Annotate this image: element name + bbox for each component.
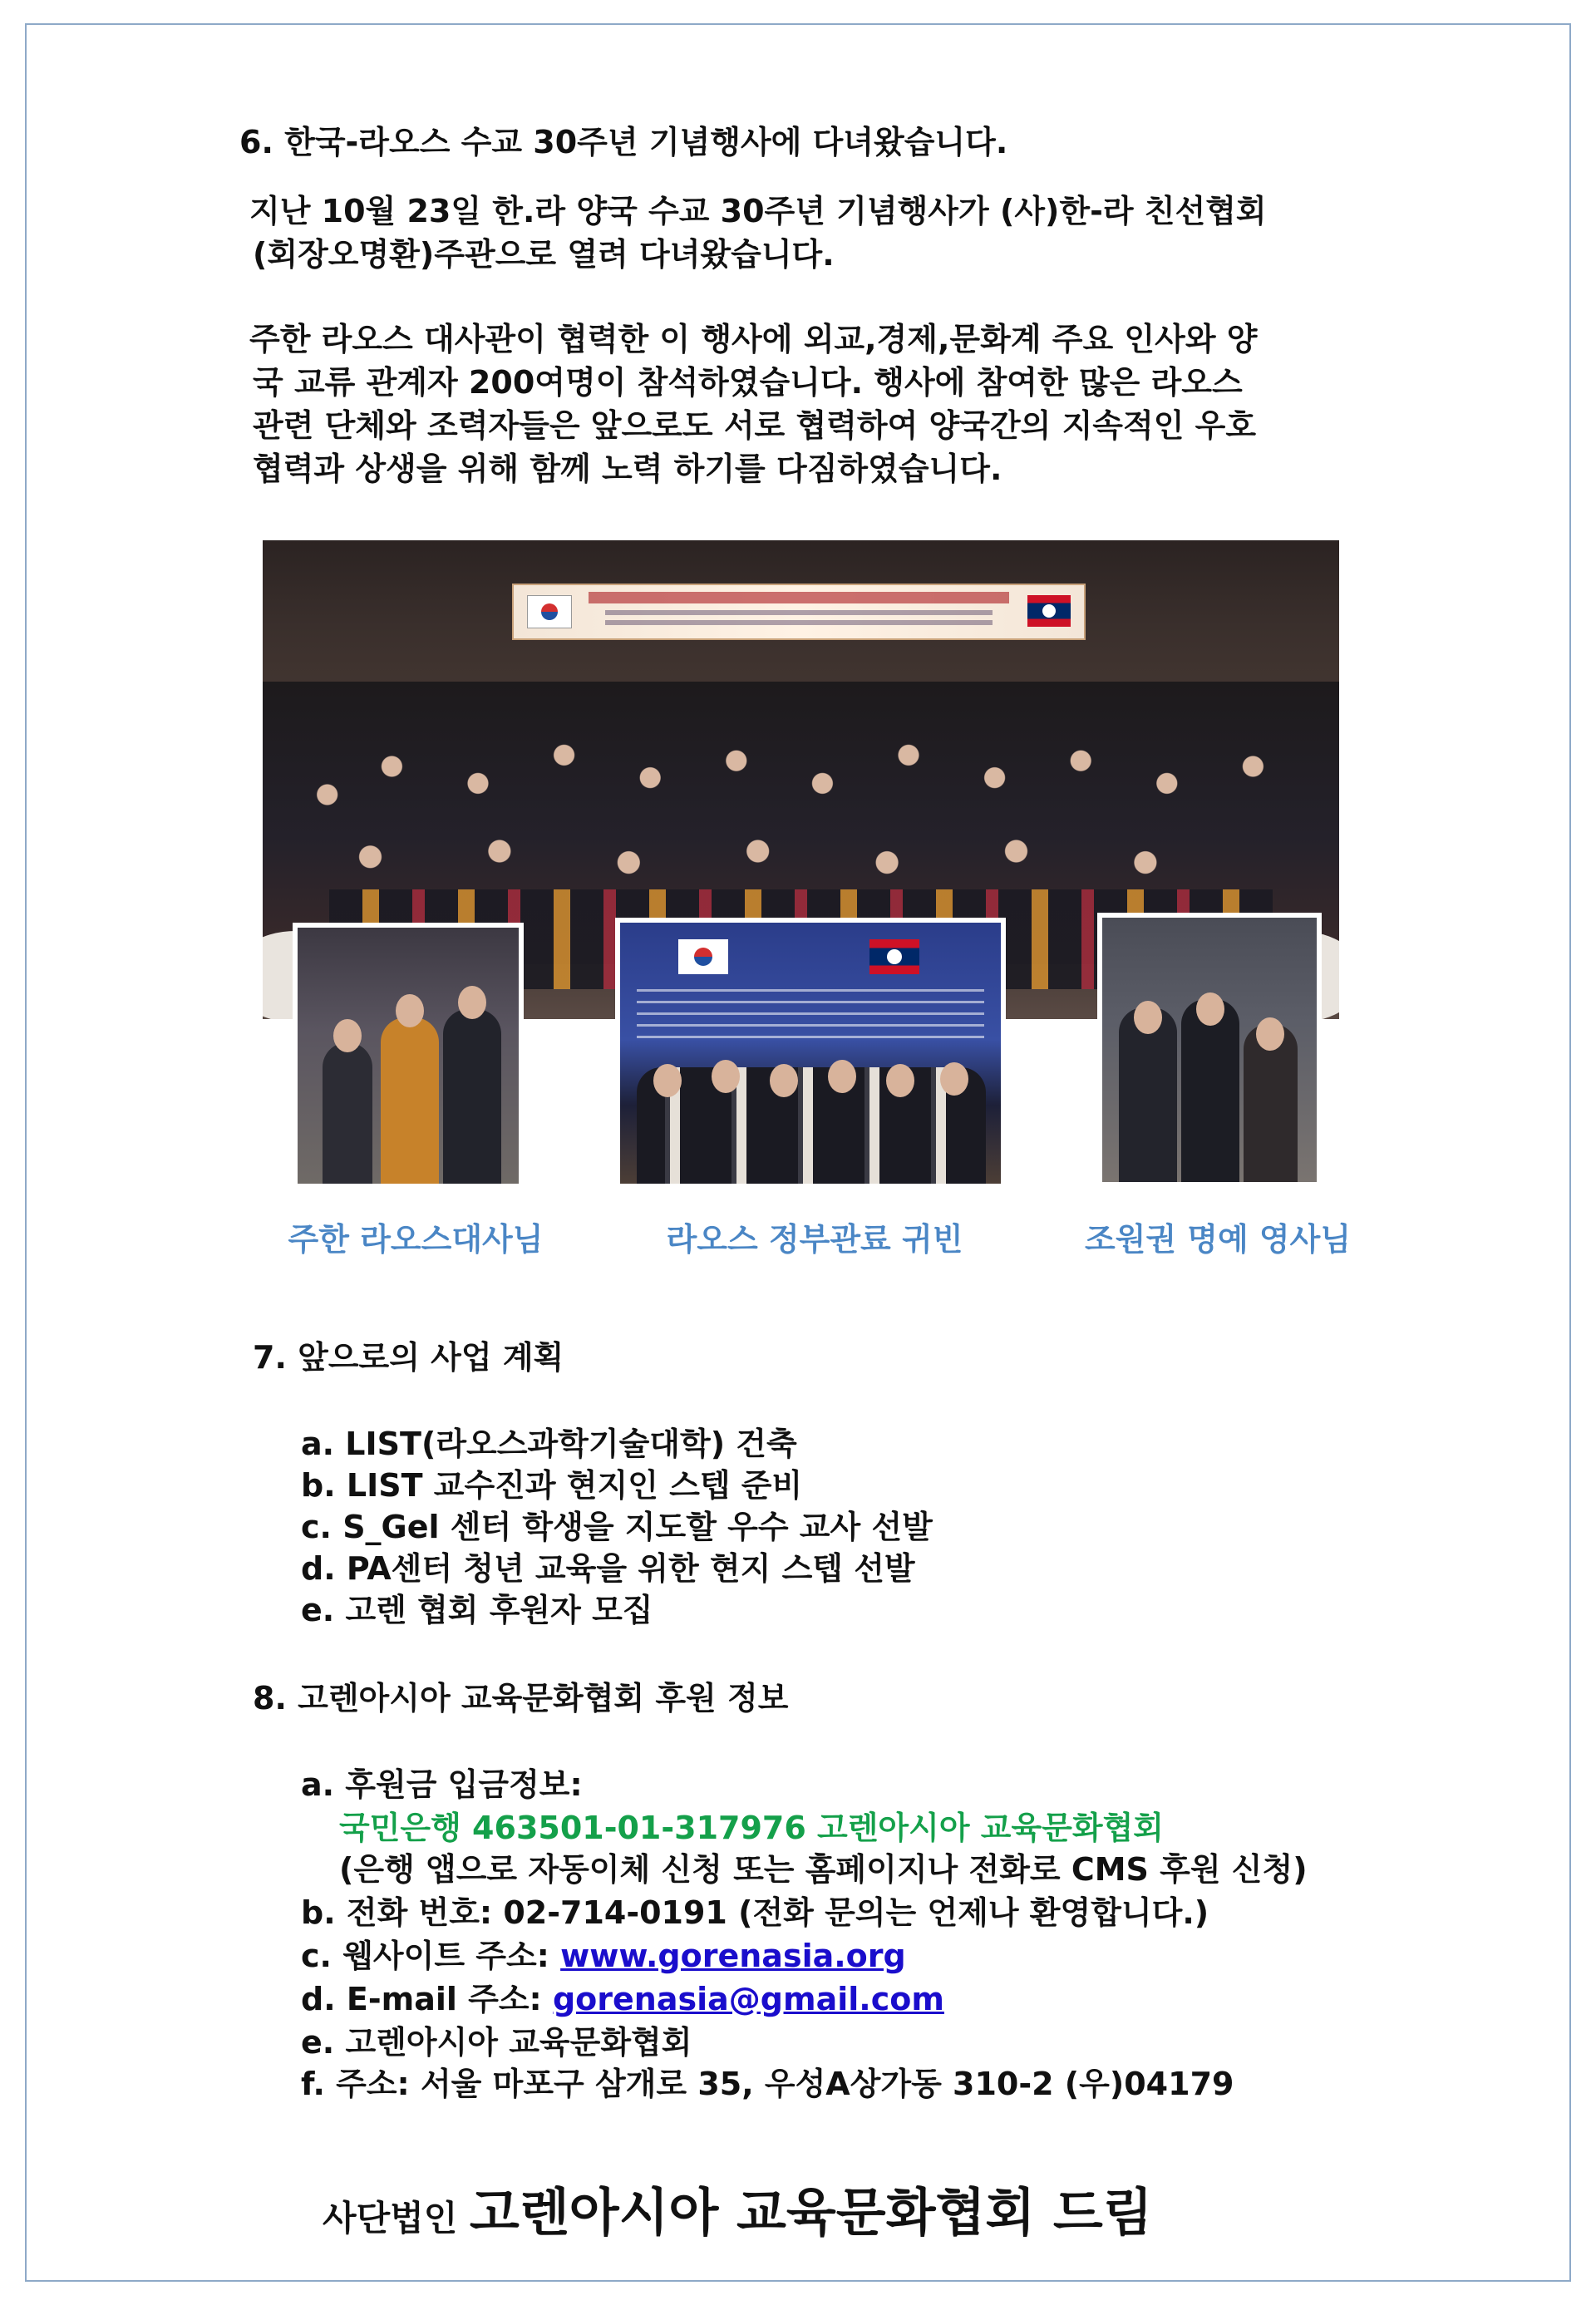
section6-para2-line2: 국 교류 관계자 200여명이 참석하였습니다. 행사에 참여한 많은 라오스 [253, 364, 1243, 401]
korea-flag-icon [527, 595, 572, 628]
event-banner [512, 584, 1086, 640]
phone-number: b. 전화 번호: 02-714-0191 (전화 문의는 언제나 환영합니다.) [301, 1894, 1209, 1931]
caption-honorary-consul: 조원권 명예 영사님 [1084, 1221, 1352, 1258]
section6-para1-line1: 지난 10월 23일 한.라 양국 수교 30주년 기념행사가 (사)한-라 친선협회 [249, 193, 1267, 229]
org-name: e. 고렌아시아 교육문화협회 [301, 2024, 692, 2061]
email-link[interactable]: gorenasia@gmail.com [552, 1981, 944, 2017]
donation-account-number: 국민은행 463501-01-317976 고렌아시아 교육문화협회 [339, 1810, 1165, 1846]
plan-item: d. PA센터 청년 교육을 위한 현지 스텝 선발 [301, 1550, 915, 1587]
section6-heading: 6. 한국-라오스 수교 30주년 기념행사에 다녀왔습니다. [239, 124, 1008, 160]
footer-org: 고렌아시아 교육문화협회 드림 [469, 2182, 1153, 2243]
laos-flag-icon [1027, 595, 1071, 627]
section7-heading: 7. 앞으로의 사업 계획 [253, 1339, 564, 1376]
email-label: d. E-mail 주소: [301, 1981, 553, 2017]
laos-officials-photo [615, 918, 1006, 1189]
plan-item: b. LIST 교수진과 현지인 스텝 준비 [301, 1467, 803, 1504]
website-label: c. 웹사이트 주소: [301, 1938, 561, 1974]
caption-ambassador: 주한 라오스대사님 [288, 1221, 544, 1258]
ambassador-photo [293, 923, 524, 1189]
caption-laos-officials: 라오스 정부관료 귀빈 [666, 1221, 963, 1258]
plan-item: e. 고렌 협회 후원자 모집 [301, 1592, 653, 1628]
section6-para2-line1: 주한 라오스 대사관이 협력한 이 행사에 외교,경제,문화계 주요 인사와 양 [249, 321, 1258, 357]
email-row [301, 1973, 944, 2019]
laos-flag-icon [869, 939, 919, 974]
footer-prefix: 사단법인 [323, 2198, 470, 2239]
plan-item: a. LIST(라오스과학기술대학) 건축 [301, 1426, 797, 1462]
address: f. 주소: 서울 마포구 삼개로 35, 우성A상가동 310-2 (우)04179 [301, 2066, 1234, 2102]
honorary-consul-photo [1097, 913, 1322, 1187]
section6-para2-line4: 협력과 상생을 위해 함께 노력 하기를 다짐하였습니다. [253, 451, 1002, 487]
donation-account-note: (은행 앱으로 자동이체 신청 또는 홈페이지나 전화로 CMS 후원 신청) [339, 1851, 1308, 1888]
section6-para1-line2: (회장오명환)주관으로 열려 다녀왔습니다. [253, 236, 835, 273]
plan-item: c. S_Gel 센터 학생을 지도할 우수 교사 선발 [301, 1509, 933, 1545]
section8-heading: 8. 고렌아시아 교육문화협회 후원 정보 [253, 1680, 789, 1716]
website-row [301, 1930, 906, 1976]
korea-flag-icon [678, 939, 728, 974]
section6-para2-line3: 관련 단체와 조력자들은 앞으로도 서로 협력하여 양국간의 지속적인 우호 [253, 407, 1257, 444]
donation-account-label: a. 후원금 입금정보: [301, 1766, 583, 1803]
website-link[interactable]: www.gorenasia.org [560, 1938, 906, 1974]
footer-signature [323, 2171, 1153, 2245]
